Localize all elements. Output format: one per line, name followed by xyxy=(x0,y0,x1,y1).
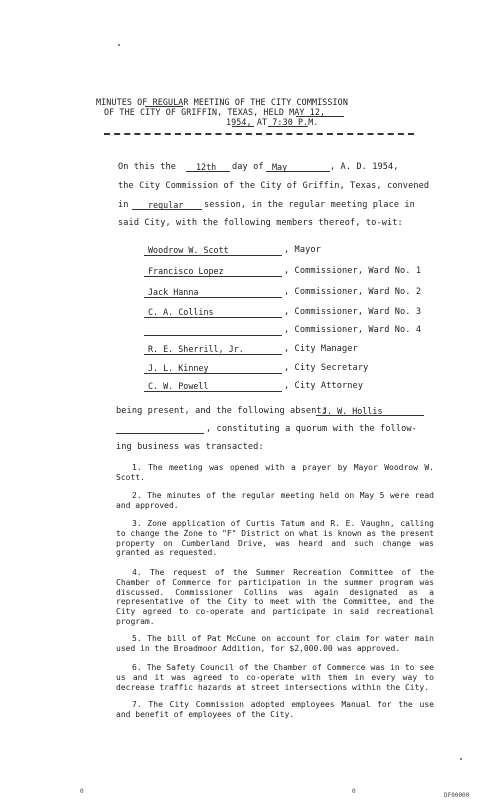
attendance-line-3: ing business was transacted: xyxy=(116,442,264,452)
header-line-3: 1954, AT 7:30 P.M. xyxy=(226,117,319,127)
minutes-item: 2. The minutes of the regular meeting held on May 5 were read and approved. xyxy=(116,491,434,510)
minutes-item: 1. The meeting was opened with a prayer by Mayor Woodrow W. Scott. xyxy=(116,463,434,482)
member-name: Jack Hanna xyxy=(148,287,199,297)
intro-ad-year: , A. D. 1954, xyxy=(330,162,399,172)
absent-member: J. W. Hollis xyxy=(322,406,383,416)
footer-mark-middle: 0 xyxy=(352,788,356,795)
member-name: Woodrow W. Scott xyxy=(148,245,229,255)
member-title: , City Attorney xyxy=(284,381,364,391)
minutes-item: 7. The City Commission adopted employees Manual for the use and benefit of employees of the City. xyxy=(116,700,434,719)
header-line-1: MINUTES OF REGULAR MEETING OF THE CITY COMMISSION xyxy=(96,97,348,107)
member-line xyxy=(144,255,282,256)
member-name: J. L. Kinney xyxy=(148,363,209,373)
absent-line-2 xyxy=(116,433,204,434)
member-line xyxy=(144,297,282,298)
member-line xyxy=(144,354,282,355)
member-line xyxy=(144,335,282,336)
intro-day-value: 12th xyxy=(196,162,217,172)
minutes-item: 6. The Safety Council of the Chamber of Commerce was in to see us and it was agreed to co-operate with them in every way to decrease traffic hazards at street intersections within the City. xyxy=(116,663,434,692)
member-name: Francisco Lopez xyxy=(148,266,224,276)
attendance-line-1: being present, and the following absent: xyxy=(116,406,327,416)
member-title: , Commissioner, Ward No. 4 xyxy=(284,325,422,335)
member-title: , City Manager xyxy=(284,344,358,354)
member-title: , City Secretary xyxy=(284,363,369,373)
intro-in: in xyxy=(118,200,129,210)
header-underline-meeting-type xyxy=(145,106,183,107)
intro-session-value: regular xyxy=(148,200,184,210)
footer-mark-left: 0 xyxy=(80,788,84,795)
attendance-line-2: , constituting a quorum with the follow- xyxy=(206,424,417,434)
member-title: , Commissioner, Ward No. 3 xyxy=(284,307,422,317)
member-line xyxy=(144,391,282,392)
intro-line-2: the City Commission of the City of Griffin, Texas, convened xyxy=(118,181,430,191)
member-line xyxy=(144,317,282,318)
header-dashed-rule xyxy=(104,133,414,135)
intro-month-value: May xyxy=(272,162,288,172)
scan-speck xyxy=(118,44,120,46)
member-name: C. W. Powell xyxy=(148,381,209,391)
intro-on-this-the: On this the xyxy=(118,162,177,172)
member-title: , Mayor xyxy=(284,245,321,255)
minutes-item: 4. The request of the Summer Recreation Committee of the Chamber of Commerce for participation in the summer program was discussed. Commissioner Collins was again designated as a representative of the City to meet with the Committee, and the City agreed to co-operate and participate in said recreational program. xyxy=(116,568,434,626)
member-title: , Commissioner, Ward No. 1 xyxy=(284,266,422,276)
footer-mark-right: DF00000 xyxy=(444,792,470,799)
header-underline-year xyxy=(232,126,254,127)
member-title: , Commissioner, Ward No. 2 xyxy=(284,287,422,297)
minutes-item: 3. Zone application of Curtis Tatum and R. E. Vaughn, calling to change the Zone to "F" District on what is known as the present property on Cumberland Drive, was heard and such change was granted as requested. xyxy=(116,519,434,558)
member-name: C. A. Collins xyxy=(148,307,214,317)
header-underline-time xyxy=(268,126,308,127)
intro-line-3-rest: session, in the regular meeting place in xyxy=(204,200,415,210)
minutes-item: 5. The bill of Pat McCune on account for claim for water main used in the Broadmoor Addition, for $2,000.00 was approved. xyxy=(116,634,434,653)
scan-speck xyxy=(460,758,462,760)
intro-line-4: said City, with the following members thereof, to-wit: xyxy=(118,218,403,228)
member-line xyxy=(144,276,282,277)
header-line-2: OF THE CITY OF GRIFFIN, TEXAS, HELD MAY 12, xyxy=(104,107,326,117)
member-line xyxy=(144,373,282,374)
header-underline-date xyxy=(296,116,344,117)
intro-day-of: day of xyxy=(232,162,264,172)
member-name: R. E. Sherrill, Jr. xyxy=(148,344,244,354)
